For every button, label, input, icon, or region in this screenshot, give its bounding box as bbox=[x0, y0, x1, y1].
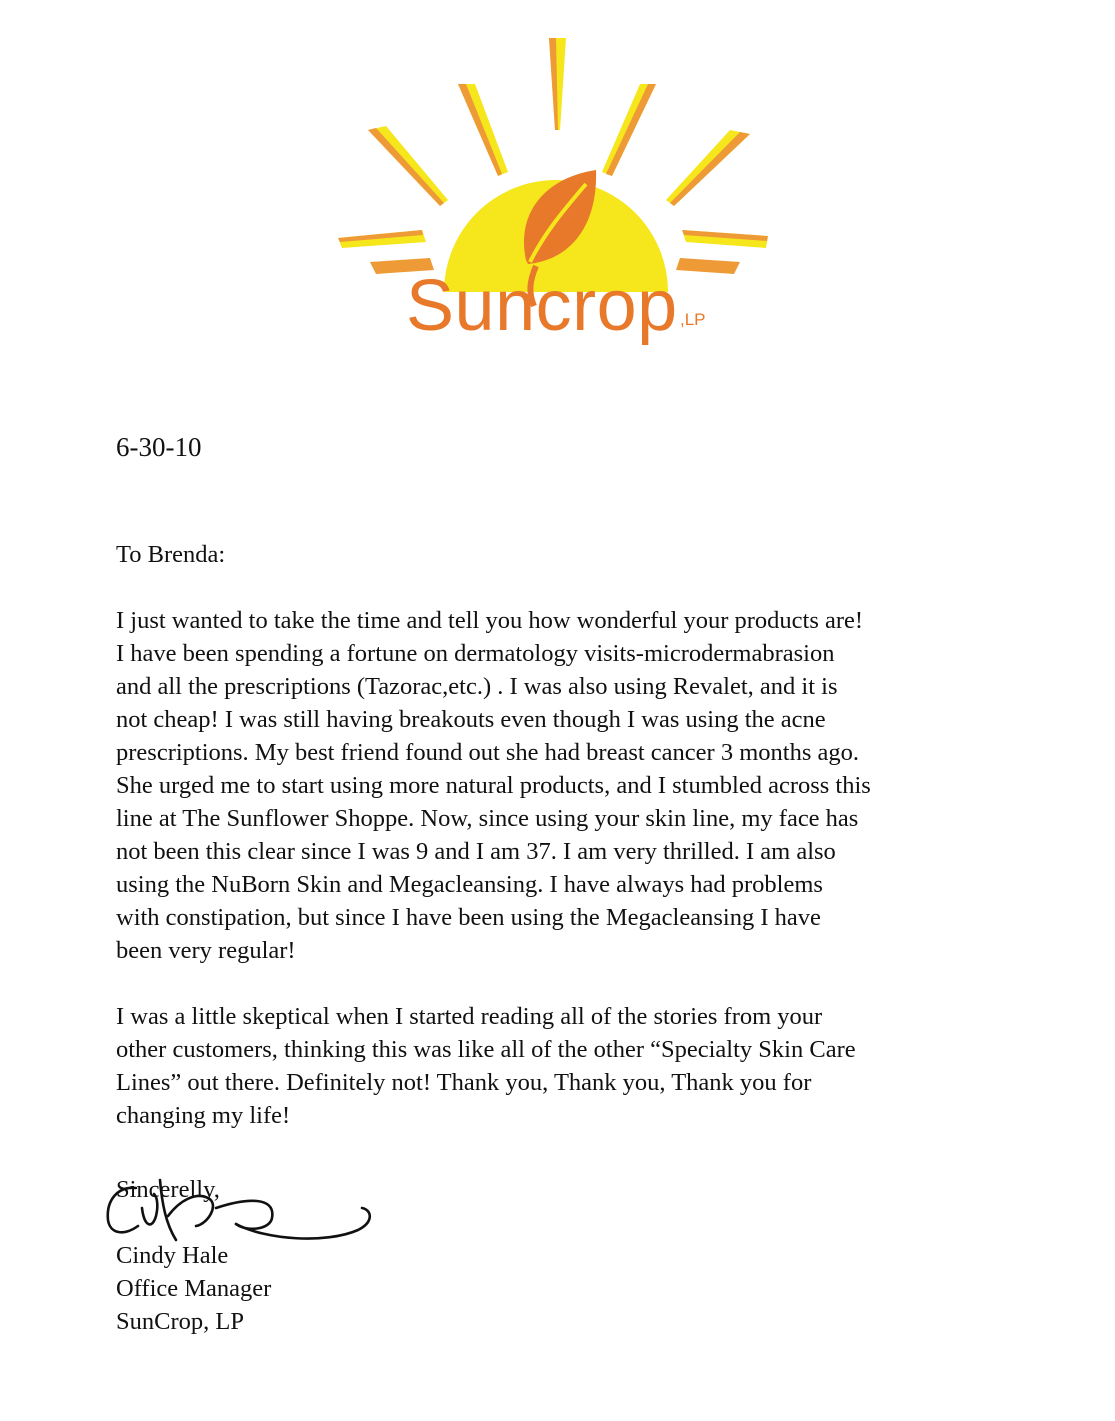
closing: Sincerelly, bbox=[116, 1176, 220, 1203]
signer-name: Cindy Hale bbox=[116, 1242, 229, 1269]
signer-company: SunCrop, LP bbox=[116, 1308, 244, 1335]
signature-space bbox=[116, 1206, 271, 1239]
letter-body bbox=[116, 538, 1046, 1165]
signer-title: Office Manager bbox=[116, 1275, 272, 1302]
closing-block bbox=[116, 1173, 271, 1338]
letter-date: 6-30-10 bbox=[116, 432, 202, 462]
paragraph-2: I was a little skeptical when I started reading all of the stories from your other customers, thinking this was like all of the other “Specialty Skin Care Lines” out there. Definitely not! Thank you, Thank you, Thank you for changing my life! bbox=[116, 1003, 856, 1129]
paragraph-1: I just wanted to take the time and tell you how wonderful your products are! I have been spending a fortune on dermatology visits-microdermabrasion and all the prescriptions (Tazorac,etc.) . I was also using Revalet, and it is not cheap! I was still having breakouts even though I was using the acne prescriptions. My best friend found out she had breast cancer 3 months ago. She urged me to start using more natural products, and I stumbled across this line at The Sunflower Shoppe. Now, since using your skin line, my face has not been this clear since I was 9 and I am 37. I am very thrilled. I am also using the NuBorn Skin and Megacleansing. I have always had problems with constipation, but since I have been using the Megacleansing I have been very regular! bbox=[116, 607, 871, 964]
salutation: To Brenda: bbox=[116, 541, 226, 568]
brand-name: Suncrop bbox=[406, 266, 678, 346]
brand-suffix: ,LP bbox=[680, 310, 706, 329]
